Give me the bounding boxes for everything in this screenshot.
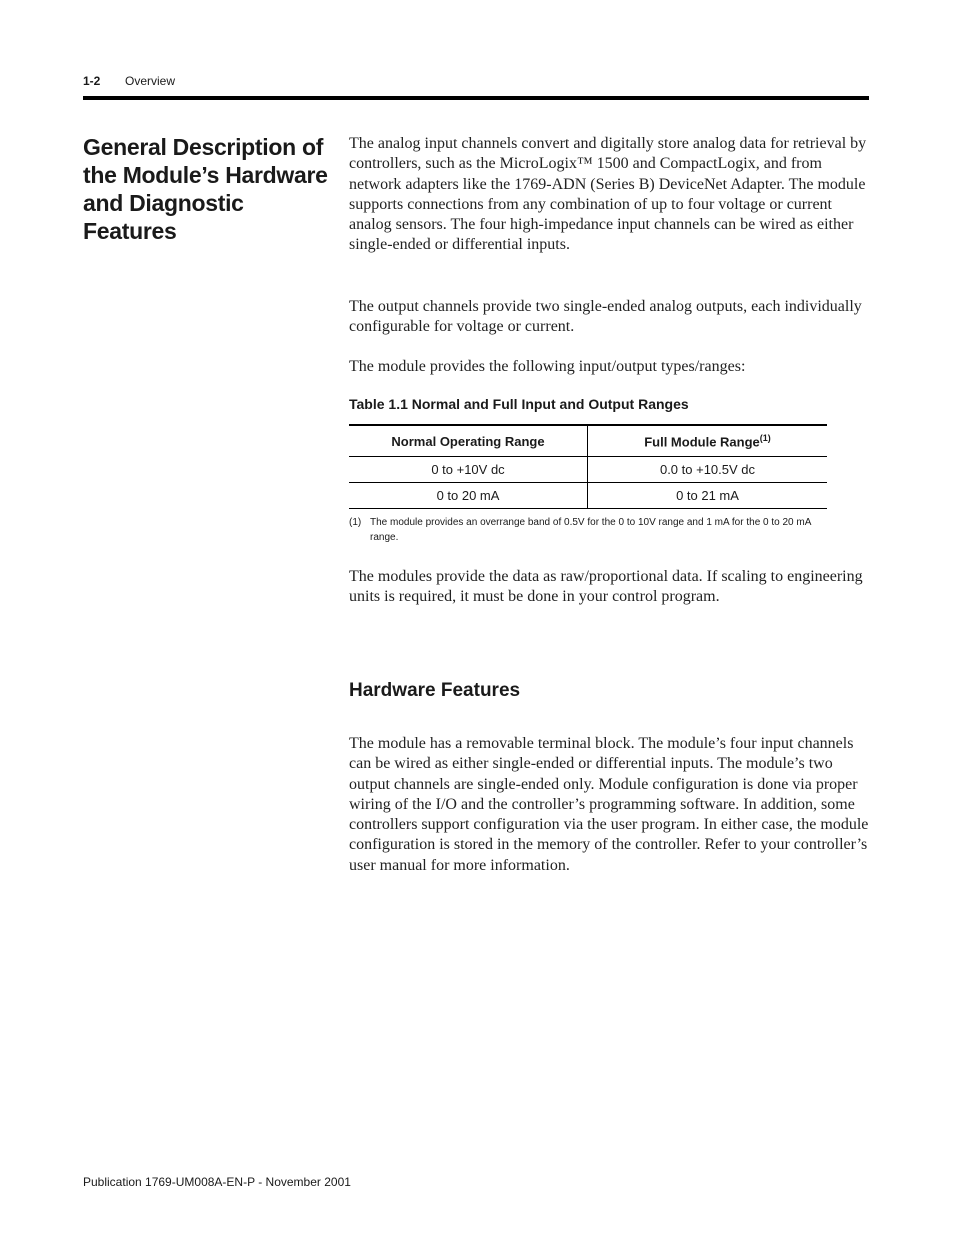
header-full-range-label: Full Module Range xyxy=(644,434,760,450)
section-name: Overview xyxy=(125,74,176,88)
table-cell: 0 to 21 mA xyxy=(588,483,828,509)
paragraph-outputs: The output channels provide two single-ended analog outputs, each individually configurable for voltage or current. xyxy=(349,298,862,336)
range-table xyxy=(349,424,827,509)
table-row xyxy=(349,483,827,509)
paragraph-ranges-intro: The module provides the following input/output types/ranges: xyxy=(349,358,746,375)
header-full-range xyxy=(588,425,828,457)
table-cell: 0.0 to +10.5V dc xyxy=(588,457,828,483)
footnote-ref: (1) xyxy=(759,432,771,443)
publication-footer: Publication 1769-UM008A-EN-P - November 2001 xyxy=(83,1175,351,1189)
paragraph-analog-inputs: The analog input channels convert and digitally store analog data for retrieval by controllers, such as the MicroLogix™ 1500 and CompactLogix, and from network adapters like the 1769-ADN (Series B) DeviceNet Adapter. The module supports connections from any combination of up to four voltage or current analog sensors. The four high-impedance input channels can be wired as either single-ended or differential inputs. xyxy=(349,135,867,254)
footnote-mark: (1) xyxy=(349,517,362,528)
paragraph-hardware-features: The module has a removable terminal block. The module’s four input channels can be wired as either single-ended or differential inputs. The module’s two output channels are single-ended only. Module configuration is done via proper wiring of the I/O and the controller’s programming software. In addition, some controllers support configuration via the user program. In either case, the module configuration is stored in the memory of the controller. Refer to your controller’s user manual for more information. xyxy=(349,735,869,874)
header-normal-range-label: Normal Operating Range xyxy=(391,433,545,449)
table-cell: 0 to +10V dc xyxy=(349,457,588,483)
table-cell: 0 to 20 mA xyxy=(349,483,588,509)
subheading-hardware-features: Hardware Features xyxy=(349,680,521,701)
footnote-text: The module provides an overrange band of 0.5V for the 0 to 10V range and 1 mA for the 0 to 20 mA range. xyxy=(370,517,811,543)
header-normal-range xyxy=(349,425,588,457)
table-row xyxy=(349,457,827,483)
paragraph-data-scaling: The modules provide the data as raw/proportional data. If scaling to engineering units is required, it must be done in your control program. xyxy=(349,568,863,606)
header-rule xyxy=(83,96,869,100)
section-heading: General Description of the Module’s Hardware and Diagnostic Features xyxy=(83,134,328,244)
table-caption: Table 1.1 Normal and Full Input and Output Ranges xyxy=(349,396,689,412)
table-header-row xyxy=(349,425,827,457)
page-number: 1-2 xyxy=(83,74,101,88)
